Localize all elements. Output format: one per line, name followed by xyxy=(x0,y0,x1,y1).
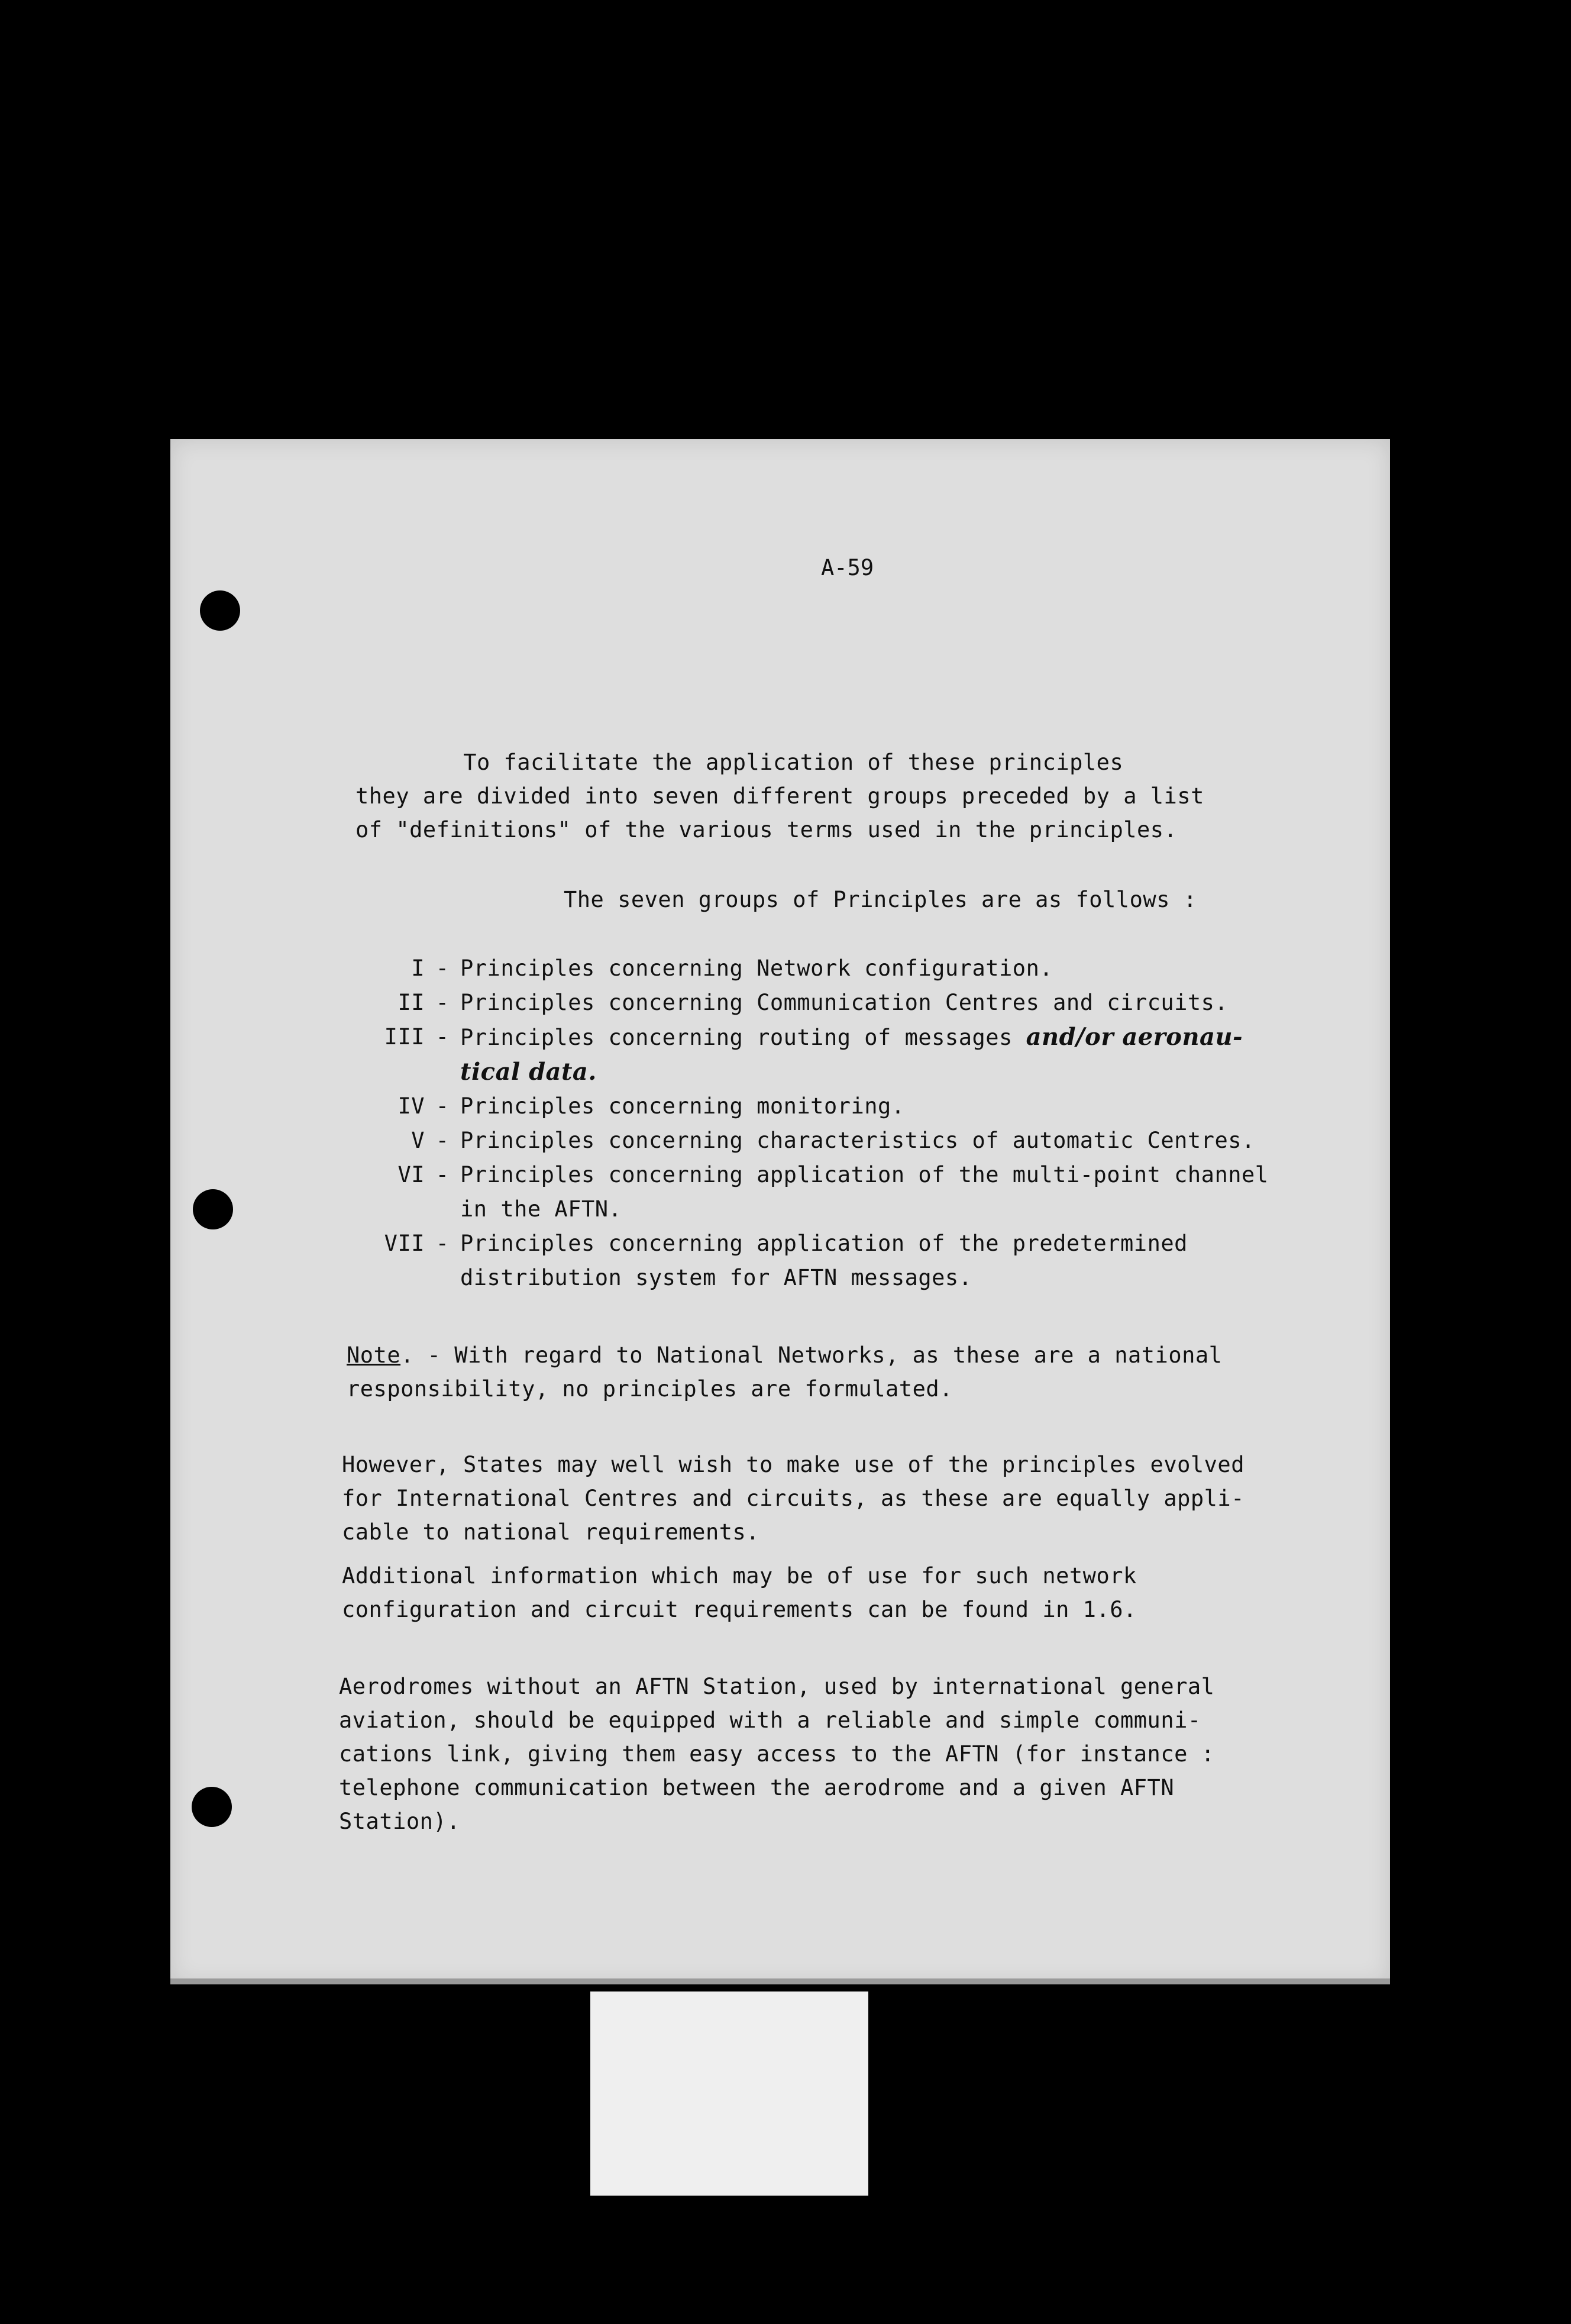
handwritten-insertion: and/or aeronau- xyxy=(1026,1023,1243,1051)
list-item xyxy=(348,1089,1269,1124)
blank-slip xyxy=(590,1991,868,2196)
list-item-continuation xyxy=(348,1261,1269,1295)
group-text: in the AFTN. xyxy=(460,1196,622,1222)
group-numeral: VI xyxy=(397,1162,425,1187)
group-text: distribution system for AFTN messages. xyxy=(460,1265,972,1290)
group-text-typed: Principles concerning routing of messages xyxy=(460,1025,1026,1050)
list-item xyxy=(348,951,1269,986)
group-text: Principles concerning monitoring. xyxy=(460,1093,905,1119)
list-item-continuation xyxy=(348,1192,1269,1226)
note-label: Note xyxy=(347,1342,401,1368)
paragraph-line: aviation, should be equipped with a reliable and simple communi- xyxy=(339,1708,1201,1733)
group-text: Principles concerning Network configuration. xyxy=(460,956,1053,981)
group-text: Principles concerning application of the predetermined xyxy=(460,1231,1188,1256)
group-text: Principles concerning characteristics of automatic Centres. xyxy=(460,1128,1255,1153)
paragraph-line: cable to national requirements. xyxy=(342,1519,760,1545)
list-item xyxy=(348,1020,1269,1055)
paragraph-line: configuration and circuit requirements can be found in 1.6. xyxy=(342,1597,1137,1622)
note-text: responsibility, no principles are formulated. xyxy=(347,1376,953,1402)
group-numeral: V xyxy=(411,1128,425,1153)
paragraph-line: telephone communication between the aerodrome and a given AFTN xyxy=(339,1775,1175,1800)
group-numeral: III xyxy=(384,1024,425,1050)
list-item xyxy=(348,1158,1269,1192)
punch-hole xyxy=(193,1189,233,1229)
group-text xyxy=(460,1020,1243,1055)
group-numeral: IV xyxy=(397,1093,425,1119)
group-numeral: VII xyxy=(384,1231,425,1256)
group-text: Principles concerning application of the multi-point channel xyxy=(460,1162,1269,1187)
list-dash: - xyxy=(435,1162,450,1187)
list-dash: - xyxy=(435,956,450,981)
punch-hole xyxy=(200,590,240,631)
list-dash: - xyxy=(435,1231,450,1256)
list-item xyxy=(348,1226,1269,1261)
list-item-continuation xyxy=(348,1055,1269,1089)
paragraph-line: Aerodromes without an AFTN Station, used by international general xyxy=(339,1674,1215,1699)
group-numeral: I xyxy=(411,956,425,981)
aerodromes-paragraph xyxy=(339,1670,1214,1838)
paragraph-line: for International Centres and circuits, as these are equally appli- xyxy=(342,1486,1244,1511)
handwritten-insertion: tical data. xyxy=(460,1058,597,1086)
note-paragraph xyxy=(347,1338,1222,1406)
intro-line: To facilitate the application of these principles xyxy=(355,750,1124,775)
list-dash: - xyxy=(435,1093,450,1119)
page-number: A-59 xyxy=(821,555,874,580)
intro-line: they are divided into seven different groups preceded by a list xyxy=(355,783,1204,809)
paragraph-line: Additional information which may be of use for such network xyxy=(342,1563,1137,1589)
document-page xyxy=(170,439,1390,1984)
intro-paragraph xyxy=(355,745,1204,847)
paragraph-line: cations link, giving them easy access to the AFTN (for instance : xyxy=(339,1741,1215,1767)
groups-list xyxy=(348,951,1269,1295)
note-text: . - With regard to National Networks, as these are a national xyxy=(400,1342,1223,1368)
additional-paragraph xyxy=(342,1559,1137,1626)
intro-line: of "definitions" of the various terms used in the principles. xyxy=(355,817,1178,843)
list-dash: - xyxy=(435,1128,450,1153)
group-text: Principles concerning Communication Centres and circuits. xyxy=(460,990,1229,1015)
list-dash: - xyxy=(435,1024,450,1050)
groups-heading: The seven groups of Principles are as follows : xyxy=(564,887,1197,912)
paragraph-line: Station). xyxy=(339,1809,460,1834)
list-item xyxy=(348,1124,1269,1158)
punch-hole xyxy=(192,1787,232,1827)
list-dash: - xyxy=(435,990,450,1015)
group-numeral: II xyxy=(397,990,425,1015)
list-item xyxy=(348,986,1269,1020)
however-paragraph xyxy=(342,1448,1244,1549)
paragraph-line: However, States may well wish to make use of the principles evolved xyxy=(342,1452,1244,1477)
